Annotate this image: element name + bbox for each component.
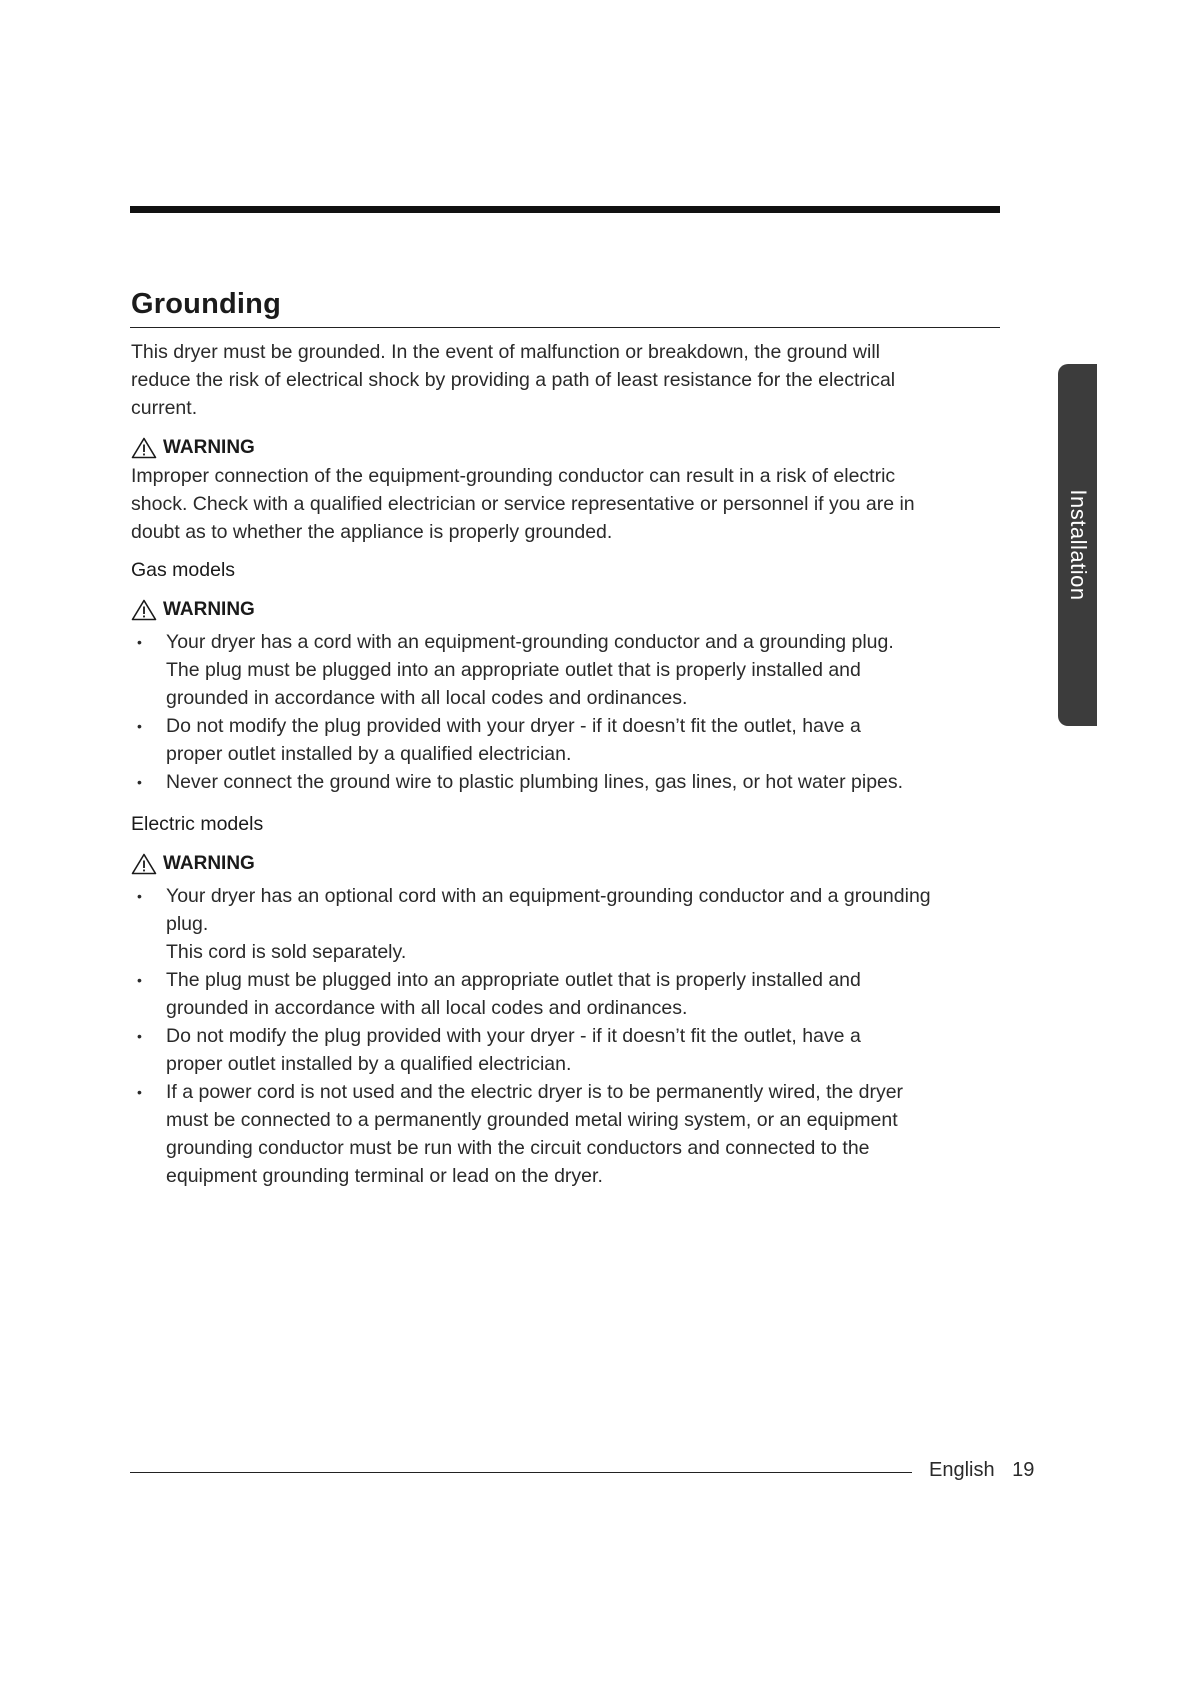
page-footer [929, 1459, 1034, 1482]
list-item [131, 628, 1011, 712]
warning-label: WARNING [163, 599, 255, 620]
list-item-line: • The plug must be plugged into an appropriate outlet that is properly installed and [166, 969, 861, 991]
list-item-line: • Your dryer has an optional cord with an equipment-grounding conductor and a grounding [166, 885, 931, 907]
warning-line: doubt as to whether the appliance is properly grounded. [131, 521, 613, 543]
intro-line: This dryer must be grounded. In the event of malfunction or breakdown, the ground will [131, 341, 880, 363]
list-item-line: proper outlet installed by a qualified electrician. [166, 743, 572, 765]
intro-line: reduce the risk of electrical shock by providing a path of least resistance for the electrical [131, 369, 896, 391]
list-item-line: equipment grounding terminal or lead on the dryer. [166, 1165, 603, 1187]
list-item [131, 966, 1011, 1022]
gas-models-heading: Gas models [131, 559, 236, 581]
list-item [131, 882, 1011, 966]
warning-line: Improper connection of the equipment-grounding conductor can result in a risk of electric [131, 465, 896, 487]
list-item-line: grounded in accordance with all local codes and ordinances. [166, 997, 688, 1019]
list-item-line: • Do not modify the plug provided with your dryer - if it doesn’t fit the outlet, have a [166, 1025, 861, 1047]
title-rule [130, 327, 1000, 328]
list-item-line: must be connected to a permanently grounded metal wiring system, or an equipment [166, 1109, 898, 1131]
warning-label: WARNING [163, 437, 255, 458]
warning-label: WARNING [163, 853, 255, 874]
page-number: 19 [1012, 1459, 1035, 1481]
electric-warning-list [131, 882, 1011, 1190]
list-item-line: grounded in accordance with all local codes and ordinances. [166, 687, 688, 709]
footer-rule [130, 1472, 912, 1473]
gas-warning-list [131, 628, 1011, 796]
warning-triangle-icon [131, 853, 157, 875]
list-item-line: This cord is sold separately. [166, 941, 407, 963]
list-item [131, 1022, 1011, 1078]
list-item-line: proper outlet installed by a qualified electrician. [166, 1053, 572, 1075]
warning-heading [131, 850, 1011, 878]
list-item [131, 768, 1011, 796]
general-warning-text [131, 462, 1011, 546]
warning-heading [131, 434, 1011, 462]
intro-line: current. [131, 397, 198, 419]
warning-triangle-icon [131, 437, 157, 459]
intro-paragraph [131, 338, 1011, 422]
list-item-line: • Do not modify the plug provided with your dryer - if it doesn’t fit the outlet, have a [166, 715, 861, 737]
warning-line: shock. Check with a qualified electrician or service representative or personnel if you are in [131, 493, 915, 515]
list-item-line: grounding conductor must be run with the circuit conductors and connected to the [166, 1137, 870, 1159]
list-item-line: • Your dryer has a cord with an equipment-grounding conductor and a grounding plug. [166, 631, 894, 653]
electric-models-heading: Electric models [131, 813, 264, 835]
list-item-line: • Never connect the ground wire to plastic plumbing lines, gas lines, or hot water pipes. [166, 771, 904, 793]
main-content [131, 338, 1011, 1190]
section-tab-label: Installation [1065, 489, 1091, 601]
top-rule [130, 206, 1000, 213]
list-item-line: • If a power cord is not used and the electric dryer is to be permanently wired, the dryer [166, 1081, 904, 1103]
list-item [131, 712, 1011, 768]
warning-triangle-icon [131, 599, 157, 621]
footer-language: English [929, 1459, 995, 1481]
list-item-line: plug. [166, 913, 209, 935]
section-tab [1058, 364, 1097, 726]
page-title: Grounding [131, 288, 281, 320]
list-item-line: The plug must be plugged into an appropriate outlet that is properly installed and [166, 659, 861, 681]
list-item [131, 1078, 1011, 1190]
warning-heading [131, 596, 1011, 624]
